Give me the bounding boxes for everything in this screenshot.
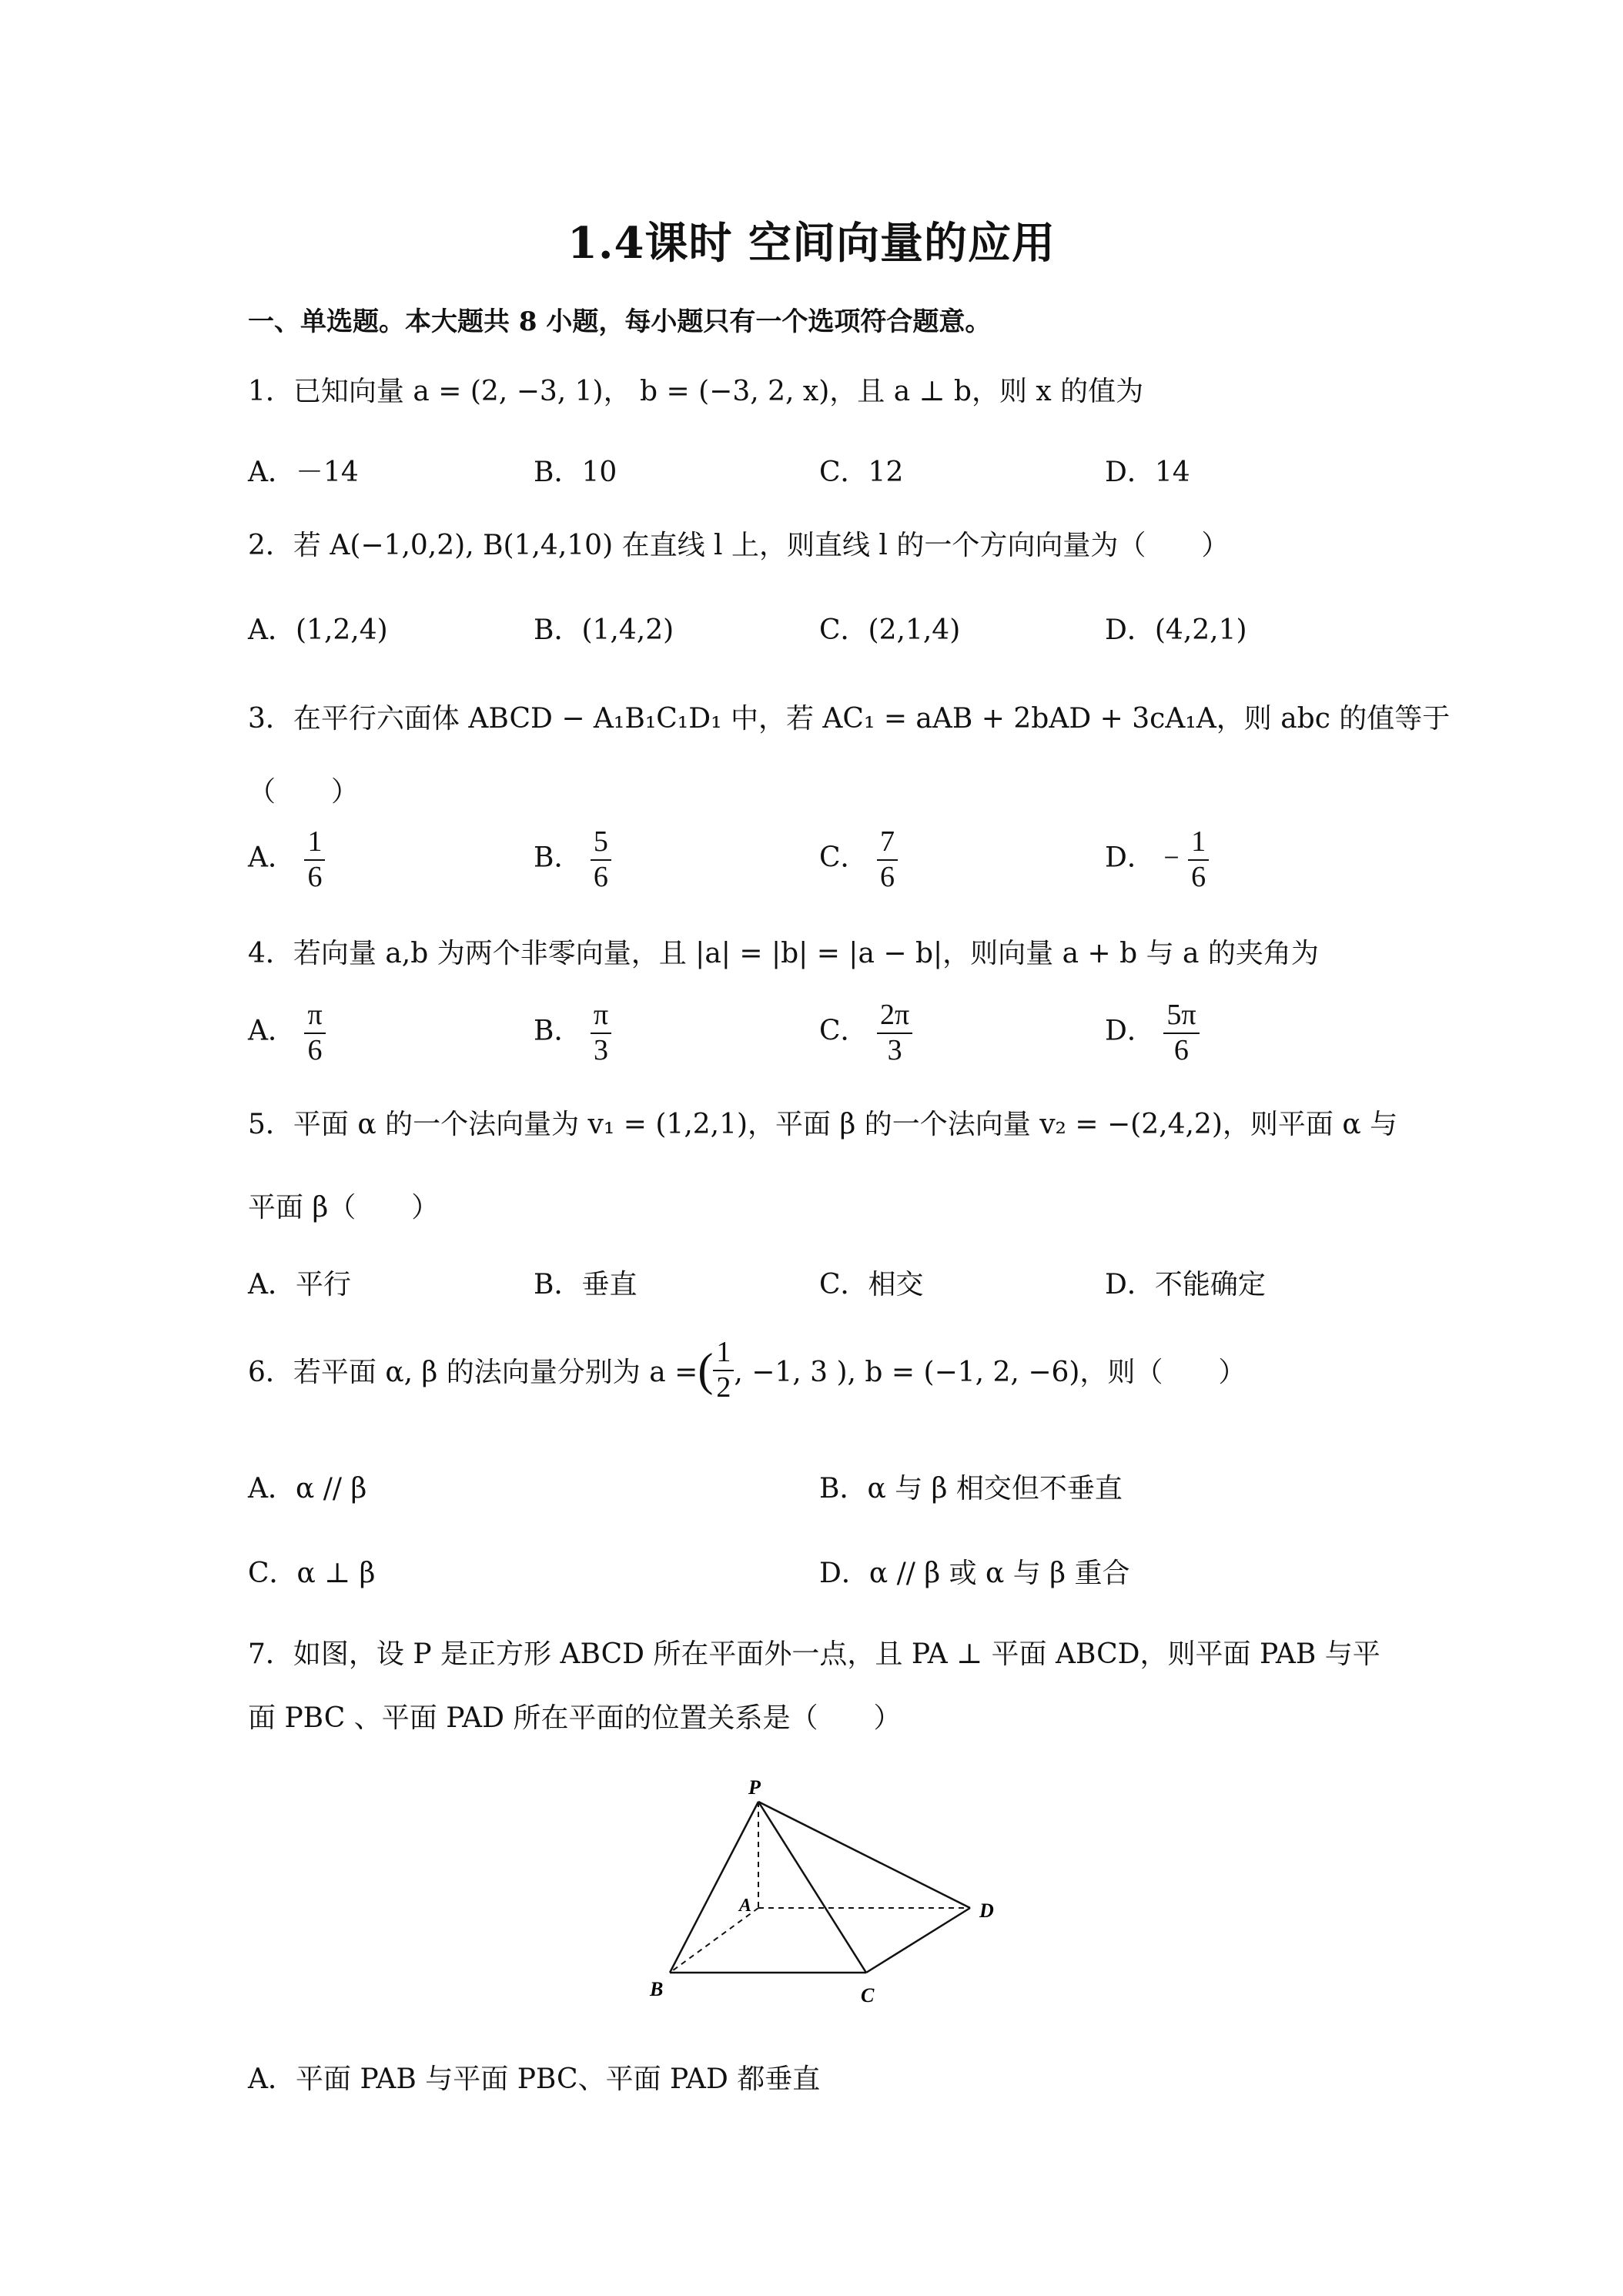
page-title: 1.4课时 空间向量的应用 bbox=[567, 218, 1056, 269]
q4-option-a[interactable] bbox=[248, 999, 326, 1067]
q2-option-d[interactable]: D．(4,2,1) bbox=[1105, 614, 1247, 646]
label-d: D bbox=[979, 1899, 994, 1922]
q3-option-a[interactable] bbox=[248, 825, 325, 894]
edge-cd bbox=[866, 1908, 970, 1973]
question-7: 7．如图，设 P 是正方形 ABCD 所在平面外一点，且 PA ⊥ 平面 ABCD，则平面 PAB 与平 bbox=[248, 1638, 1380, 1670]
q6-option-c[interactable]: C．α ⊥ β bbox=[248, 1558, 376, 1589]
option-label: C． bbox=[819, 842, 868, 874]
q5-option-d[interactable]: D．不能确定 bbox=[1105, 1269, 1266, 1300]
section-heading: 一、单选题。本大题共 8 小题，每小题只有一个选项符合题意。 bbox=[248, 306, 992, 337]
q1-option-b[interactable]: B．10 bbox=[534, 457, 617, 488]
edge-pc bbox=[758, 1802, 866, 1973]
fraction: $\frac{1}{6}$ bbox=[1188, 825, 1209, 894]
label-b: B bbox=[650, 1978, 664, 2000]
question-2: 2．若 A(−1,0,2), B(1,4,10) 在直线 l 上，则直线 l 的一个方向向量为（ ） bbox=[248, 530, 1230, 561]
fraction: $\frac{1}{6}$ bbox=[304, 825, 325, 894]
q6-prefix: 6．若平面 α, β 的法向量分别为 a = bbox=[248, 1357, 698, 1389]
q4-option-d[interactable] bbox=[1105, 999, 1200, 1067]
question-1: 1．已知向量 a = (2, −3, 1)， b = (−3, 2, x)，且 a ⊥ b，则 x 的值为 bbox=[248, 376, 1144, 407]
q2-option-c[interactable]: C．(2,1,4) bbox=[819, 614, 961, 646]
option-label: A． bbox=[248, 1015, 296, 1047]
fraction: $\frac{\pi}{6}$ bbox=[304, 999, 325, 1067]
q1-option-c[interactable]: C．12 bbox=[819, 457, 904, 488]
q5-option-b[interactable]: B．垂直 bbox=[534, 1269, 637, 1300]
label-a: A bbox=[739, 1896, 752, 1916]
edge-pd bbox=[758, 1802, 970, 1908]
fraction: $\frac{5}{6}$ bbox=[591, 825, 611, 894]
q1-option-d[interactable]: D．14 bbox=[1105, 457, 1190, 488]
option-label: C． bbox=[819, 1015, 868, 1047]
question-3: 3．在平行六面体 ABCD − A₁B₁C₁D₁ 中，若 AC₁ = aAB + 2bAD + 3cA₁A，则 abc 的值等于 bbox=[248, 703, 1451, 735]
q2-option-b[interactable]: B．(1,4,2) bbox=[534, 614, 674, 646]
label-p: P bbox=[748, 1776, 761, 1799]
edge-pb bbox=[670, 1802, 758, 1973]
q6-option-b[interactable]: B．α 与 β 相交但不垂直 bbox=[819, 1473, 1123, 1504]
option-label: B． bbox=[534, 1015, 582, 1047]
question-5-cont: 平面 β（ ） bbox=[248, 1192, 440, 1223]
question-6 bbox=[248, 1336, 1246, 1404]
question-7-cont: 面 PBC 、平面 PAD 所在平面的位置关系是（ ） bbox=[248, 1702, 902, 1734]
q6-option-a[interactable]: A．α // β bbox=[248, 1473, 367, 1504]
option-label: D． bbox=[1105, 1015, 1155, 1047]
q2-option-a[interactable]: A．(1,2,4) bbox=[248, 614, 388, 646]
question-4: 4．若向量 a,b 为两个非零向量，且 |a| = |b| = |a − b|，则向量 a + b 与 a 的夹角为 bbox=[248, 938, 1319, 969]
option-label: D． bbox=[1105, 842, 1155, 874]
question-5: 5．平面 α 的一个法向量为 v₁ = (1,2,1)，平面 β 的一个法向量 v₂ = −(2,4,2)，则平面 α 与 bbox=[248, 1109, 1398, 1140]
minus-sign: − bbox=[1163, 842, 1180, 873]
q6-option-d[interactable]: D．α // β 或 α 与 β 重合 bbox=[819, 1558, 1130, 1589]
fraction: $\frac{7}{6}$ bbox=[877, 825, 898, 894]
fraction: $\frac{5\pi}{6}$ bbox=[1163, 999, 1199, 1067]
q4-option-c[interactable] bbox=[819, 999, 912, 1067]
q1-option-a[interactable]: A．－14 bbox=[248, 457, 359, 488]
label-c: C bbox=[861, 1984, 875, 2006]
q3-option-d[interactable] bbox=[1105, 825, 1209, 894]
q5-option-a[interactable]: A．平行 bbox=[248, 1269, 351, 1300]
fraction: $\frac{1}{2}$ bbox=[713, 1336, 734, 1404]
q4-option-b[interactable] bbox=[534, 999, 611, 1067]
left-paren: ( bbox=[698, 1344, 714, 1396]
fraction: $\frac{2\pi}{3}$ bbox=[877, 999, 912, 1067]
option-label: B． bbox=[534, 842, 582, 874]
q3-option-b[interactable] bbox=[534, 825, 611, 894]
edge-ab bbox=[670, 1908, 758, 1973]
q3-option-c[interactable] bbox=[819, 825, 898, 894]
option-label: A． bbox=[248, 842, 296, 874]
q7-option-a[interactable]: A．平面 PAB 与平面 PBC、平面 PAD 都垂直 bbox=[248, 2063, 821, 2095]
pyramid-figure bbox=[631, 1755, 1062, 2010]
question-3-cont: （ ） bbox=[248, 776, 360, 808]
q6-suffix: , −1, 3 ), b = (−1, 2, −6)，则（ ） bbox=[734, 1357, 1247, 1389]
q5-option-c[interactable]: C．相交 bbox=[819, 1269, 924, 1300]
fraction: $\frac{\pi}{3}$ bbox=[591, 999, 611, 1067]
